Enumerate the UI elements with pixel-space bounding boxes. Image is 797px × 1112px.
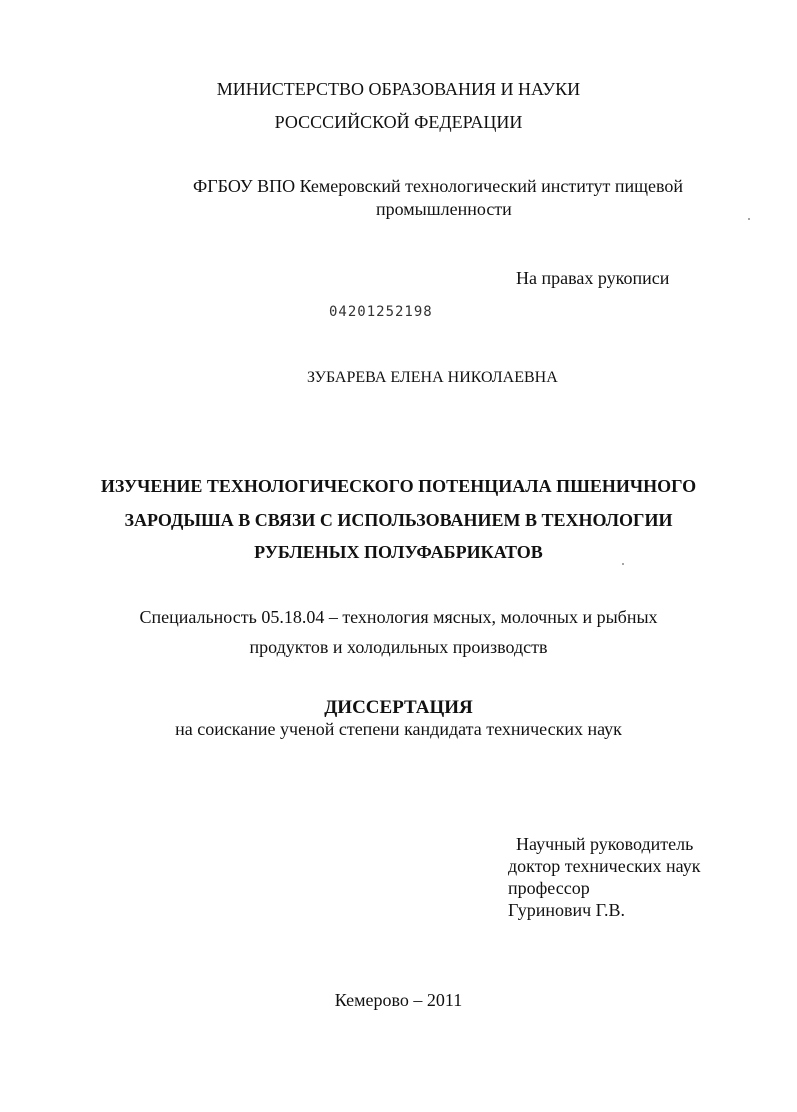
registration-number-stamp: 04201252198 <box>329 304 433 320</box>
supervisor-role: Научный руководитель <box>516 834 694 854</box>
institute-line-1: ФГБОУ ВПО Кемеровский технологический институт пищевой <box>193 176 684 196</box>
scan-speck <box>622 563 624 565</box>
city-year: Кемерово – 2011 <box>334 990 463 1010</box>
document-type-subtitle: на соискание ученой степени кандидата технических наук <box>175 719 622 739</box>
ministry-line-1: МИНИСТЕРСТВО ОБРАЗОВАНИЯ И НАУКИ <box>216 79 581 99</box>
supervisor-name: Гуринович Г.В. <box>508 900 626 920</box>
dissertation-title-line-3: РУБЛЕНЫХ ПОЛУФАБРИКАТОВ <box>254 542 543 562</box>
supervisor-title: профессор <box>508 878 590 898</box>
institute-line-2: промышленности <box>376 199 512 219</box>
ministry-line-2: РОСССИЙСКОЙ ФЕДЕРАЦИИ <box>274 112 523 132</box>
rights-note: На правах рукописи <box>516 268 670 288</box>
author-name: ЗУБАРЕВА ЕЛЕНА НИКОЛАЕВНА <box>307 369 558 386</box>
specialty-line-2: продуктов и холодильных производств <box>249 637 548 657</box>
dissertation-title-line-2: ЗАРОДЫША В СВЯЗИ С ИСПОЛЬЗОВАНИЕМ В ТЕХНОЛОГИИ <box>124 510 673 530</box>
scan-speck <box>748 218 750 220</box>
supervisor-degree: доктор технических наук <box>508 856 701 876</box>
dissertation-title-line-1: ИЗУЧЕНИЕ ТЕХНОЛОГИЧЕСКОГО ПОТЕНЦИАЛА ПШЕНИЧНОГО <box>100 476 697 496</box>
specialty-line-1: Специальность 05.18.04 – технология мясных, молочных и рыбных <box>139 607 658 627</box>
document-type-heading: ДИССЕРТАЦИЯ <box>324 697 473 718</box>
